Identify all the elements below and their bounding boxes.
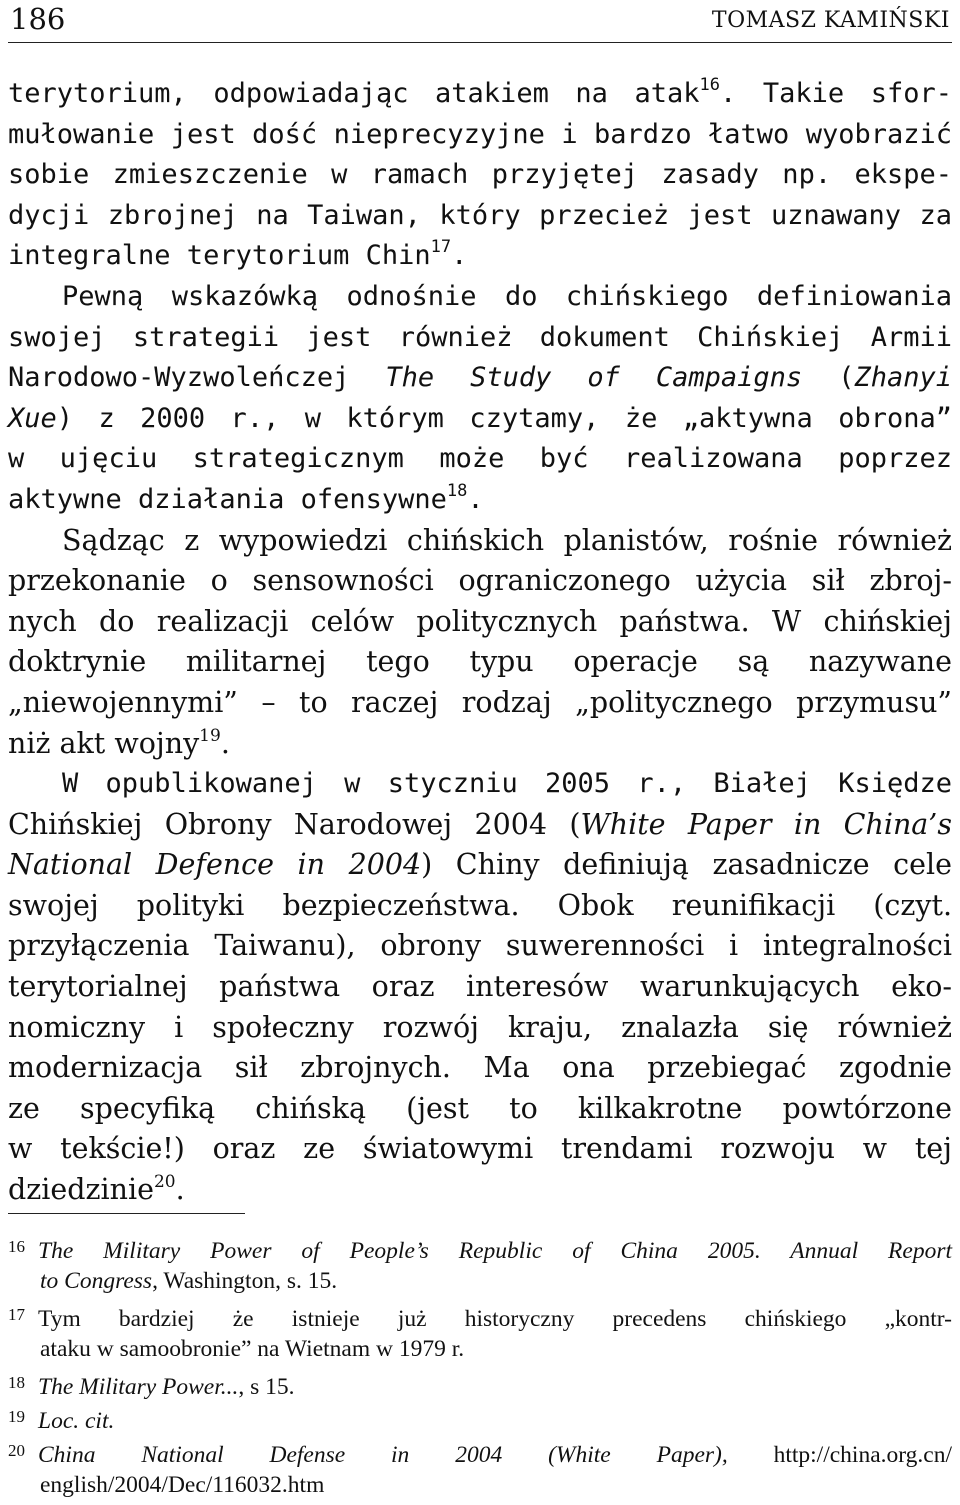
- text: integralne terytorium Chin: [8, 240, 431, 272]
- italic-title: The Military Power...: [38, 1374, 239, 1400]
- text: , Washington, s. 15.: [152, 1268, 338, 1294]
- text-line: [8, 1170, 952, 1211]
- text-line: w ujęciu strategicznym może być realizowana poprzez: [8, 443, 952, 475]
- text-line: nomiczny i społeczny rozwój kraju, znalazła się również: [8, 1010, 952, 1044]
- text-line: [8, 480, 952, 521]
- text: Tym bardziej że istnieje już historyczny precedens chińskiego „kontr-: [38, 1306, 952, 1332]
- text: (: [802, 362, 855, 394]
- text-line: terytorialnej państwa oraz interesów warunkujących eko-: [8, 970, 952, 1004]
- text-line: dycji zbrojnej na Taiwan, który przecież jest uznawany za: [8, 199, 952, 231]
- text: ) Chiny definiują zasadnicze cele: [421, 848, 952, 882]
- italic-title: National Defence in 2004: [8, 848, 422, 882]
- footnote-line: [8, 1468, 952, 1502]
- footnote-line: [8, 1230, 952, 1264]
- text: terytorium, odpowiadając atakiem na atak: [8, 78, 700, 109]
- italic-title: Zhanyi: [854, 362, 952, 394]
- italic-title: White Paper in China’s: [580, 807, 952, 841]
- footnote-17: [8, 1298, 952, 1366]
- text-line: [8, 236, 952, 277]
- text-line: doktrynie militarnej tego typu operacje są nazywane: [8, 645, 952, 679]
- footnote-line: [8, 1400, 952, 1434]
- footnote-number: 19: [8, 1407, 25, 1426]
- text: .: [220, 726, 230, 760]
- text-line: W opublikowanej w styczniu 2005 r., Białej Księdze: [62, 768, 952, 800]
- text-line: sobie zmieszczenie w ramach przyjętej zasady np. ekspe-: [8, 159, 952, 191]
- italic-title: Xue: [8, 402, 57, 434]
- text: Narodowo-Wyzwoleńczej: [8, 362, 386, 394]
- text: ) z 2000 r., w którym czytamy, że „aktywna obrona”: [56, 402, 952, 434]
- text-line: ze specyfiką chińską (jest to kilkakrotne powtórzone: [8, 1091, 952, 1125]
- footnote-line: [8, 1264, 952, 1298]
- page-number: 186: [10, 2, 66, 36]
- footnote-line: ataku w samoobronie” na Wietnam w 1979 r.: [40, 1336, 465, 1362]
- text-line: [8, 399, 952, 440]
- footnote-line: [8, 1366, 952, 1400]
- text: aktywne działania ofensywne: [8, 483, 447, 515]
- page-header: [8, 0, 952, 43]
- footnote-number: 17: [8, 1305, 25, 1324]
- footnote-number: 16: [8, 1237, 25, 1256]
- footnote-19: [8, 1400, 952, 1434]
- italic-title: Loc. cit.: [38, 1408, 115, 1434]
- body-text: [8, 74, 952, 1211]
- text-line: [8, 845, 952, 886]
- running-head: TOMASZ KAMIŃSKI: [711, 8, 950, 33]
- footnote-16: [8, 1230, 952, 1298]
- text-line: przyłączenia Taiwanu), obrony suwerenności i integralności: [8, 929, 952, 963]
- text-line: w tekście!) oraz ze światowymi trendami rozwoju w tej: [8, 1132, 952, 1166]
- italic-title: The Study of Campaigns: [385, 362, 803, 394]
- text: .: [451, 240, 468, 272]
- footnote-link[interactable]: http://china.org.cn/: [727, 1442, 952, 1468]
- footnote-number: 20: [8, 1441, 25, 1460]
- text: , s 15.: [238, 1374, 295, 1400]
- text-line: Pewną wskazówką odnośnie do chińskiego definiowania: [62, 280, 952, 312]
- footnote-number: 18: [8, 1373, 25, 1392]
- footnotes: [8, 1230, 952, 1502]
- footnote-ref-16[interactable]: 16: [699, 75, 721, 95]
- text: . Takie sfor-: [720, 78, 952, 109]
- text-line: [8, 358, 952, 399]
- italic-title: to Congress: [40, 1268, 153, 1294]
- footnote-line: [8, 1298, 952, 1332]
- italic-title: The Military Power of People’s Republic of China 2005. Annual Report: [38, 1238, 952, 1264]
- text: .: [467, 483, 484, 515]
- footnote-divider: [8, 1213, 245, 1214]
- italic-title: China National Defense in 2004 (White Paper),: [38, 1442, 728, 1468]
- text-line: [8, 74, 952, 115]
- text-line: mułowanie jest dość nieprecyzyjne i bardzo łatwo wyobrazić: [8, 118, 952, 150]
- footnote-ref-17[interactable]: 17: [430, 237, 452, 258]
- footnote-link[interactable]: english/2004/Dec/116032.htm: [40, 1472, 325, 1498]
- text-line: swojej polityki bezpieczeństwa. Obok reunifikacji (czyt.: [8, 888, 952, 922]
- text-line: Sądząc z wypowiedzi chińskich planistów, rośnie również: [62, 523, 952, 557]
- footnote-ref-18[interactable]: 18: [446, 480, 468, 501]
- text-line: przekonanie o sensowności ograniczonego użycia sił zbroj-: [8, 564, 952, 598]
- text: .: [175, 1173, 185, 1207]
- text: dziedzinie: [8, 1173, 154, 1207]
- text-line: [8, 724, 952, 765]
- footnote-line: [8, 1434, 952, 1468]
- text-line: „niewojennymi” – to raczej rodzaj „politycznego przymusu”: [8, 685, 952, 719]
- text: niż akt wojny: [8, 726, 200, 760]
- footnote-ref-19[interactable]: 19: [199, 725, 221, 746]
- text-line: modernizacja sił zbrojnych. Ma ona przebiegać zgodnie: [8, 1051, 952, 1085]
- text-line: nych do realizacji celów politycznych państwa. W chińskiej: [8, 604, 952, 638]
- footnote-20: [8, 1434, 952, 1502]
- footnote-ref-20[interactable]: 20: [153, 1172, 176, 1193]
- text-line: [8, 805, 952, 846]
- text: Chińskiej Obrony Narodowej 2004 (: [8, 807, 581, 841]
- footnote-18: [8, 1366, 952, 1400]
- text-line: swojej strategii jest również dokument Chińskiej Armii: [8, 321, 952, 353]
